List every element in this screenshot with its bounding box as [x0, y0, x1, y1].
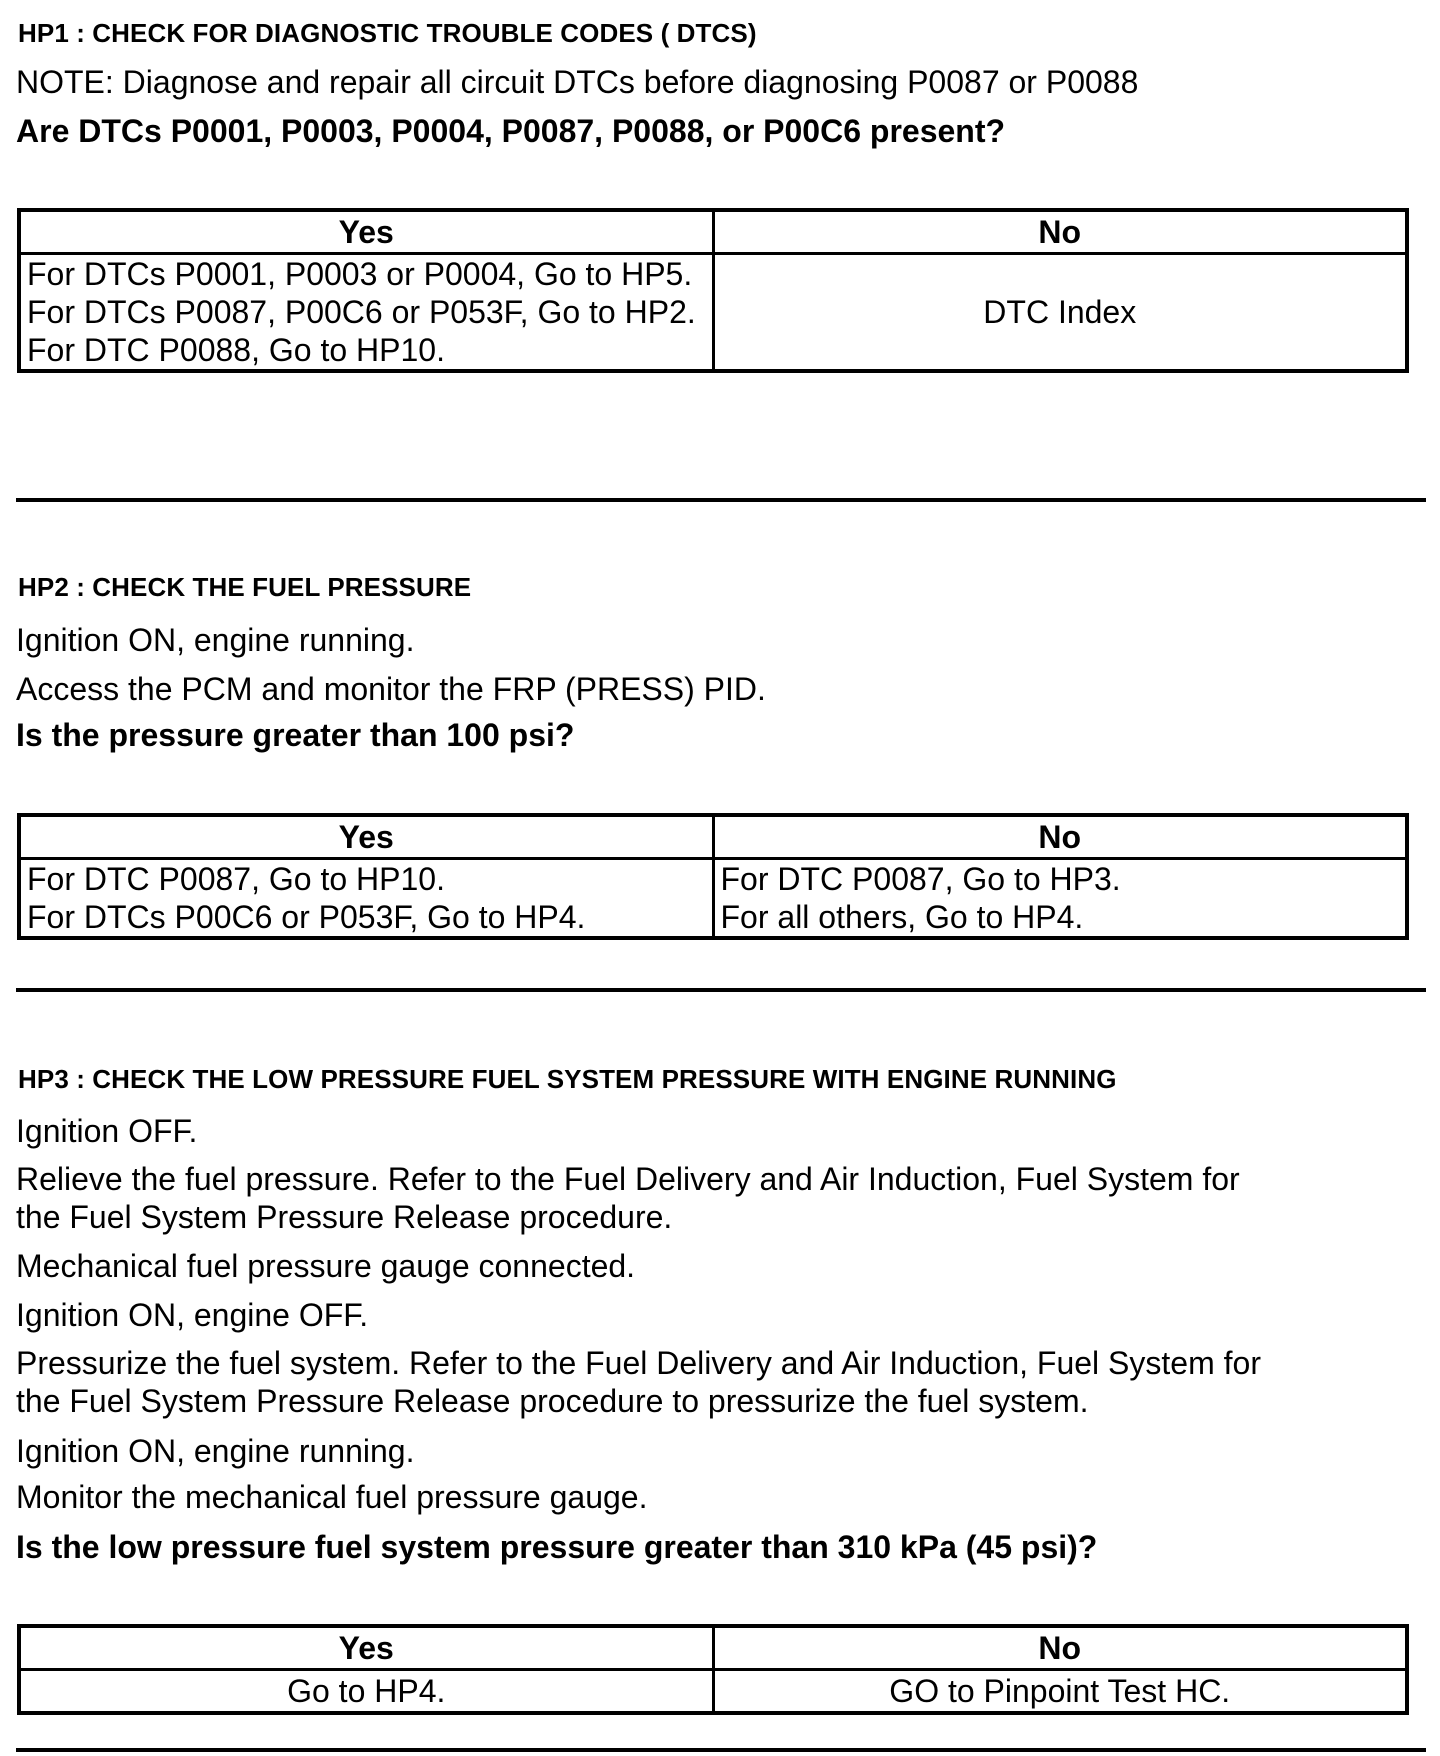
hp1-note: NOTE: Diagnose and repair all circuit DTCs before diagnosing P0087 or P0088	[16, 64, 1139, 100]
hp3-step: Relieve the fuel pressure. Refer to the Fuel Delivery and Air Induction, Fuel System for	[16, 1161, 1240, 1197]
no-line: For all others, Go to HP4.	[720, 899, 1084, 935]
hp3-step: Ignition ON, engine running.	[16, 1433, 415, 1469]
no-line: For DTC P0087, Go to HP3.	[720, 861, 1121, 897]
hp3-step: Ignition OFF.	[16, 1113, 198, 1149]
section-divider	[16, 988, 1426, 992]
table-header-row	[19, 210, 1407, 254]
no-cell	[713, 859, 1407, 939]
yes-header: Yes	[19, 1626, 713, 1670]
hp3-step: Ignition ON, engine OFF.	[16, 1297, 369, 1333]
yes-line: For DTCs P0001, P0003 or P0004, Go to HP5.	[27, 256, 693, 292]
hp3-decision-table	[17, 1624, 1409, 1715]
no-cell: DTC Index	[713, 254, 1407, 372]
hp2-heading: HP2 : CHECK THE FUEL PRESSURE	[18, 572, 472, 602]
section-divider	[16, 498, 1426, 502]
yes-cell: Go to HP4.	[19, 1670, 713, 1714]
hp3-question: Is the low pressure fuel system pressure greater than 310 kPa (45 psi)?	[16, 1529, 1098, 1565]
table-header-row	[19, 815, 1407, 859]
hp2-question: Is the pressure greater than 100 psi?	[16, 717, 575, 753]
hp2-step: Ignition ON, engine running.	[16, 622, 415, 658]
hp3-heading: HP3 : CHECK THE LOW PRESSURE FUEL SYSTEM PRESSURE WITH ENGINE RUNNING	[18, 1064, 1117, 1094]
table-row	[19, 1670, 1407, 1714]
hp3-step: the Fuel System Pressure Release procedure to pressurize the fuel system.	[16, 1383, 1089, 1419]
hp3-step: the Fuel System Pressure Release procedure.	[16, 1199, 673, 1235]
section-divider	[16, 1748, 1426, 1752]
table-row	[19, 859, 1407, 939]
hp1-decision-table	[17, 208, 1409, 373]
no-header: No	[713, 210, 1407, 254]
yes-line: For DTCs P0087, P00C6 or P053F, Go to HP2.	[27, 294, 696, 330]
yes-header: Yes	[19, 815, 713, 859]
table-row	[19, 254, 1407, 372]
hp3-step: Mechanical fuel pressure gauge connected.	[16, 1248, 636, 1284]
table-header-row	[19, 1626, 1407, 1670]
yes-cell	[19, 859, 713, 939]
hp3-step: Pressurize the fuel system. Refer to the Fuel Delivery and Air Induction, Fuel System for	[16, 1345, 1261, 1381]
no-header: No	[713, 815, 1407, 859]
hp1-heading: HP1 : CHECK FOR DIAGNOSTIC TROUBLE CODES ( DTCS)	[18, 18, 757, 48]
yes-line: For DTC P0087, Go to HP10.	[27, 861, 445, 897]
hp2-decision-table	[17, 813, 1409, 940]
no-cell: GO to Pinpoint Test HC.	[713, 1670, 1407, 1714]
yes-line: For DTC P0088, Go to HP10.	[27, 332, 445, 368]
yes-cell	[19, 254, 713, 372]
yes-line: For DTCs P00C6 or P053F, Go to HP4.	[27, 899, 586, 935]
hp1-question: Are DTCs P0001, P0003, P0004, P0087, P0088, or P00C6 present?	[16, 113, 1006, 149]
hp3-step: Monitor the mechanical fuel pressure gauge.	[16, 1479, 648, 1515]
hp2-step: Access the PCM and monitor the FRP (PRESS) PID.	[16, 671, 766, 707]
no-header: No	[713, 1626, 1407, 1670]
yes-header: Yes	[19, 210, 713, 254]
